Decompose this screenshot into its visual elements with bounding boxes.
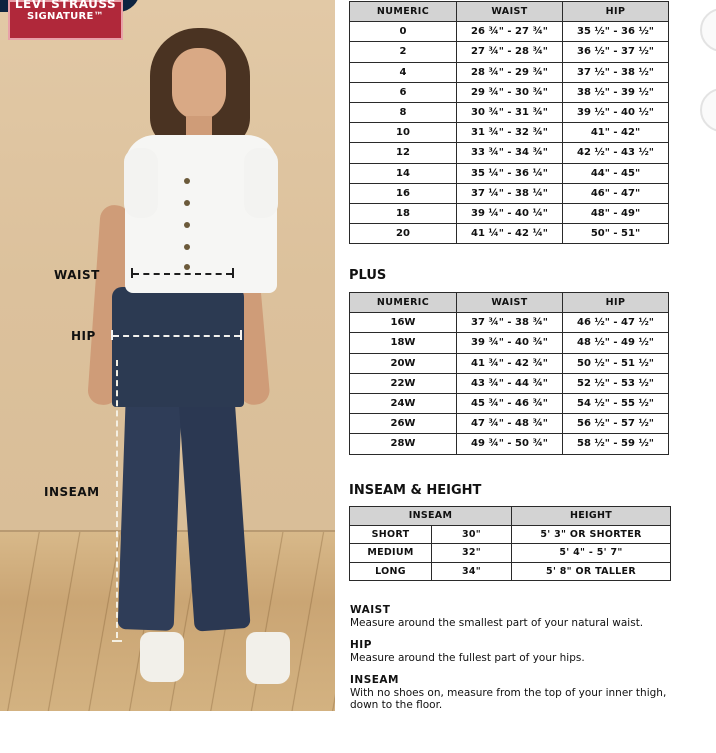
waist-cell: 29 ¾" - 30 ¾" xyxy=(457,82,563,102)
note-body-hip: Measure around the fullest part of your hips. xyxy=(350,651,585,664)
header-height: HEIGHT xyxy=(512,507,671,526)
table-header-row xyxy=(350,507,671,526)
size-cell: 24W xyxy=(350,393,457,413)
size-cell: 2 xyxy=(350,42,457,62)
brand-name: LEVI STRAUSS xyxy=(14,0,117,11)
size-cell: 14 xyxy=(350,163,457,183)
hip-cell: 36 ½" - 37 ½" xyxy=(563,42,669,62)
size-cell: 26W xyxy=(350,414,457,434)
table-row xyxy=(350,123,669,143)
waist-cell: 39 ¾" - 40 ¾" xyxy=(457,333,563,353)
size-cell: 22W xyxy=(350,373,457,393)
table-row xyxy=(350,434,669,454)
table-row xyxy=(350,525,671,544)
waist-cell: 28 ¾" - 29 ¾" xyxy=(457,62,563,82)
shirt-button-icon xyxy=(184,178,190,184)
inseam-guide-line xyxy=(116,360,118,638)
waist-cell: 41 ¾" - 42 ¾" xyxy=(457,353,563,373)
table-row xyxy=(350,544,671,563)
hip-cell: 50" - 51" xyxy=(563,224,669,244)
jeans-leg-left xyxy=(118,379,183,631)
shirt-button-icon xyxy=(184,222,190,228)
size-cell: 16 xyxy=(350,183,457,203)
hip-cell: 38 ½" - 39 ½" xyxy=(563,82,669,102)
height-cell: 5' 4" - 5' 7" xyxy=(512,544,671,563)
size-cell: 6 xyxy=(350,82,457,102)
size-cell: 0 xyxy=(350,22,457,42)
hip-cell: 46" - 47" xyxy=(563,183,669,203)
header-hip: HIP xyxy=(563,293,669,313)
shirt-button-icon xyxy=(184,244,190,250)
size-cell: 20 xyxy=(350,224,457,244)
plus-size-table xyxy=(349,292,669,455)
hip-cell: 48 ½" - 49 ½" xyxy=(563,333,669,353)
waist-cell: 30 ¾" - 31 ¾" xyxy=(457,102,563,122)
model-face xyxy=(172,48,226,120)
table-row xyxy=(350,102,669,122)
jeans-waistband xyxy=(112,287,244,407)
header-waist: WAIST xyxy=(457,2,563,22)
inseam-section-title: INSEAM & HEIGHT xyxy=(349,483,482,498)
hip-cell: 56 ½" - 57 ½" xyxy=(563,414,669,434)
measurement-notes xyxy=(350,604,680,722)
hip-cell: 46 ½" - 47 ½" xyxy=(563,313,669,333)
waist-guide-cap-right xyxy=(232,268,234,278)
inseam-inches-cell: 30" xyxy=(432,525,512,544)
waist-cell: 33 ¾" - 34 ¾" xyxy=(457,143,563,163)
hip-cell: 54 ½" - 55 ½" xyxy=(563,393,669,413)
waist-cell: 27 ¾" - 28 ¾" xyxy=(457,42,563,62)
hip-cell: 37 ½" - 38 ½" xyxy=(563,62,669,82)
hip-cell: 48" - 49" xyxy=(563,203,669,223)
size-cell: 12 xyxy=(350,143,457,163)
size-cell: 10 xyxy=(350,123,457,143)
waist-cell: 35 ¼" - 36 ¼" xyxy=(457,163,563,183)
inseam-guide-cap xyxy=(112,640,122,642)
model-photo xyxy=(0,0,335,711)
table-row xyxy=(350,393,669,413)
note-heading-hip: HIP xyxy=(350,639,372,651)
table-row xyxy=(350,22,669,42)
hip-cell: 39 ½" - 40 ½" xyxy=(563,102,669,122)
size-cell: 16W xyxy=(350,313,457,333)
table-row xyxy=(350,313,669,333)
table-row xyxy=(350,62,669,82)
sneaker-left xyxy=(140,632,184,682)
header-numeric: NUMERIC xyxy=(350,2,457,22)
height-cell: 5' 8" OR TALLER xyxy=(512,562,671,581)
table-row xyxy=(350,42,669,62)
waist-cell: 43 ¾" - 44 ¾" xyxy=(457,373,563,393)
table-row xyxy=(350,203,669,223)
table-header-row xyxy=(350,293,669,313)
waist-guide-line xyxy=(133,273,232,275)
note-heading-waist: WAIST xyxy=(350,604,391,616)
waist-cell: 26 ¾" - 27 ¾" xyxy=(457,22,563,42)
hip-cell: 42 ½" - 43 ½" xyxy=(563,143,669,163)
table-row xyxy=(350,333,669,353)
shirt-button-icon xyxy=(184,264,190,270)
waist-label: WAIST xyxy=(54,268,100,282)
size-cell: 8 xyxy=(350,102,457,122)
note-body-waist: Measure around the smallest part of your natural waist. xyxy=(350,616,644,629)
hip-cell: 52 ½" - 53 ½" xyxy=(563,373,669,393)
carousel-edge-icon[interactable] xyxy=(700,8,716,52)
hip-cell: 41" - 42" xyxy=(563,123,669,143)
table-row xyxy=(350,163,669,183)
plus-section-title: PLUS xyxy=(349,268,387,283)
size-cell: 18 xyxy=(350,203,457,223)
shirt-button-icon xyxy=(184,200,190,206)
table-row xyxy=(350,82,669,102)
shirt-sleeve-right xyxy=(244,148,278,218)
header-hip: HIP xyxy=(563,2,669,22)
brand-subline: SIGNATURE™ xyxy=(27,11,104,22)
inseam-inches-cell: 34" xyxy=(432,562,512,581)
waist-cell: 37 ¼" - 38 ¼" xyxy=(457,183,563,203)
waist-cell: 31 ¾" - 32 ¾" xyxy=(457,123,563,143)
inseam-length-cell: MEDIUM xyxy=(350,544,432,563)
header-numeric: NUMERIC xyxy=(350,293,457,313)
header-inseam: INSEAM xyxy=(350,507,512,526)
size-cell: 4 xyxy=(350,62,457,82)
size-cell: 18W xyxy=(350,333,457,353)
table-row xyxy=(350,143,669,163)
waist-cell: 49 ¾" - 50 ¾" xyxy=(457,434,563,454)
inseam-length-cell: SHORT xyxy=(350,525,432,544)
hip-label: HIP xyxy=(71,329,96,343)
hip-cell: 50 ½" - 51 ½" xyxy=(563,353,669,373)
waist-cell: 39 ¼" - 40 ¼" xyxy=(457,203,563,223)
carousel-edge-icon[interactable] xyxy=(700,88,716,132)
sneaker-right xyxy=(246,632,290,684)
waist-cell: 41 ¼" - 42 ¼" xyxy=(457,224,563,244)
table-row xyxy=(350,224,669,244)
table-row xyxy=(350,183,669,203)
waist-cell: 37 ¾" - 38 ¾" xyxy=(457,313,563,333)
inseam-label: INSEAM xyxy=(44,485,100,499)
hip-cell: 35 ½" - 36 ½" xyxy=(563,22,669,42)
table-row xyxy=(350,353,669,373)
table-row xyxy=(350,414,669,434)
table-row xyxy=(350,562,671,581)
note-heading-inseam: INSEAM xyxy=(350,674,400,686)
shirt-sleeve-left xyxy=(124,148,158,218)
size-cell: 28W xyxy=(350,434,457,454)
note-body-inseam: With no shoes on, measure from the top of your inner thigh, down to the floor. xyxy=(350,686,667,711)
inseam-height-table xyxy=(349,506,671,581)
table-row xyxy=(350,373,669,393)
waist-cell: 47 ¾" - 48 ¾" xyxy=(457,414,563,434)
brand-badge xyxy=(8,0,123,40)
inseam-length-cell: LONG xyxy=(350,562,432,581)
hip-guide-line xyxy=(113,335,240,337)
waist-cell: 45 ¾" - 46 ¾" xyxy=(457,393,563,413)
table-header-row xyxy=(350,2,669,22)
hip-cell: 44" - 45" xyxy=(563,163,669,183)
size-cell: 20W xyxy=(350,353,457,373)
inseam-inches-cell: 32" xyxy=(432,544,512,563)
hip-guide-cap-right xyxy=(240,330,242,340)
header-waist: WAIST xyxy=(457,293,563,313)
height-cell: 5' 3" OR SHORTER xyxy=(512,525,671,544)
standard-size-table xyxy=(349,1,669,244)
hip-cell: 58 ½" - 59 ½" xyxy=(563,434,669,454)
